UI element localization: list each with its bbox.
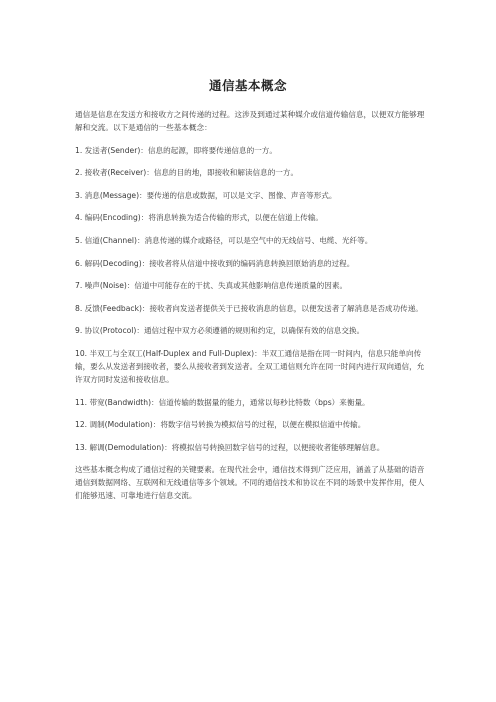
list-item: 4. 编码(Encoding)：将消息转换为适合传输的形式，以便在信道上传输。 (75, 213, 324, 223)
list-item: 11. 带宽(Bandwidth)：信道传输的数据量的能力，通常以每秒比特数（bps）来衡量。 (75, 397, 370, 407)
list-item: 7. 噪声(Noise)：信道中可能存在的干扰、失真或其他影响信息传递质量的因素。 (75, 281, 348, 291)
list-item: 12. 调制(Modulation)：将数字信号转换为模拟信号的过程，以便在模拟信道中传输。 (75, 420, 366, 430)
list-item: 3. 消息(Message)：要传递的信息或数据，可以是文字、图像、声音等形式。 (75, 190, 337, 200)
list-item: 5. 信道(Channel)：消息传递的媒介或路径，可以是空气中的无线信号、电缆、光纤等。 (75, 235, 373, 245)
list-item: 9. 协议(Protocol)：通信过程中双方必须遵循的规则和约定，以确保有效的信息交换。 (75, 326, 365, 336)
document-body (75, 108, 425, 512)
list-item: 10. 半双工与全双工(Half-Duplex and Full-Duplex)：半双工通信是指在同一时间内，信息只能单向传输，要么从发送者到接收者，要么从接收者到发送者。全双工通信则允许在同一时间内进行双向通信，允许双方同时发送和接收信息。 (75, 348, 425, 384)
list-item: 8. 反馈(Feedback)：接收者向发送者提供关于已接收消息的信息，以便发送者了解消息是否成功传递。 (75, 303, 423, 313)
list-item: 1. 发送者(Sender)：信息的起源，即将要传递信息的一方。 (75, 145, 277, 155)
conclusion-paragraph: 这些基本概念构成了通信过程的关键要素。在现代社会中，通信技术得到广泛应用，涵盖了从基础的语音通信到数据网络、互联网和无线通信等多个领域。不同的通信技术和协议在不同的场景中发挥作用，使人们能够迅速、可靠地进行信息交流。 (75, 465, 425, 501)
document-title: 通信基本概念 (208, 79, 287, 93)
list-item: 6. 解码(Decoding)：接收者将从信道中接收到的编码消息转换回原始消息的过程。 (75, 258, 355, 268)
intro-paragraph: 通信是信息在发送方和接收方之间传递的过程。这涉及到通过某种媒介或信道传输信息，以便双方能够理解和交流。以下是通信的一些基本概念： (75, 110, 425, 132)
list-item: 13. 解调(Demodulation)：将模拟信号转换回数字信号的过程，以便接收者能够理解信息。 (75, 442, 385, 452)
list-item: 2. 接收者(Receiver)：信息的目的地，即接收和解读信息的一方。 (75, 168, 299, 178)
